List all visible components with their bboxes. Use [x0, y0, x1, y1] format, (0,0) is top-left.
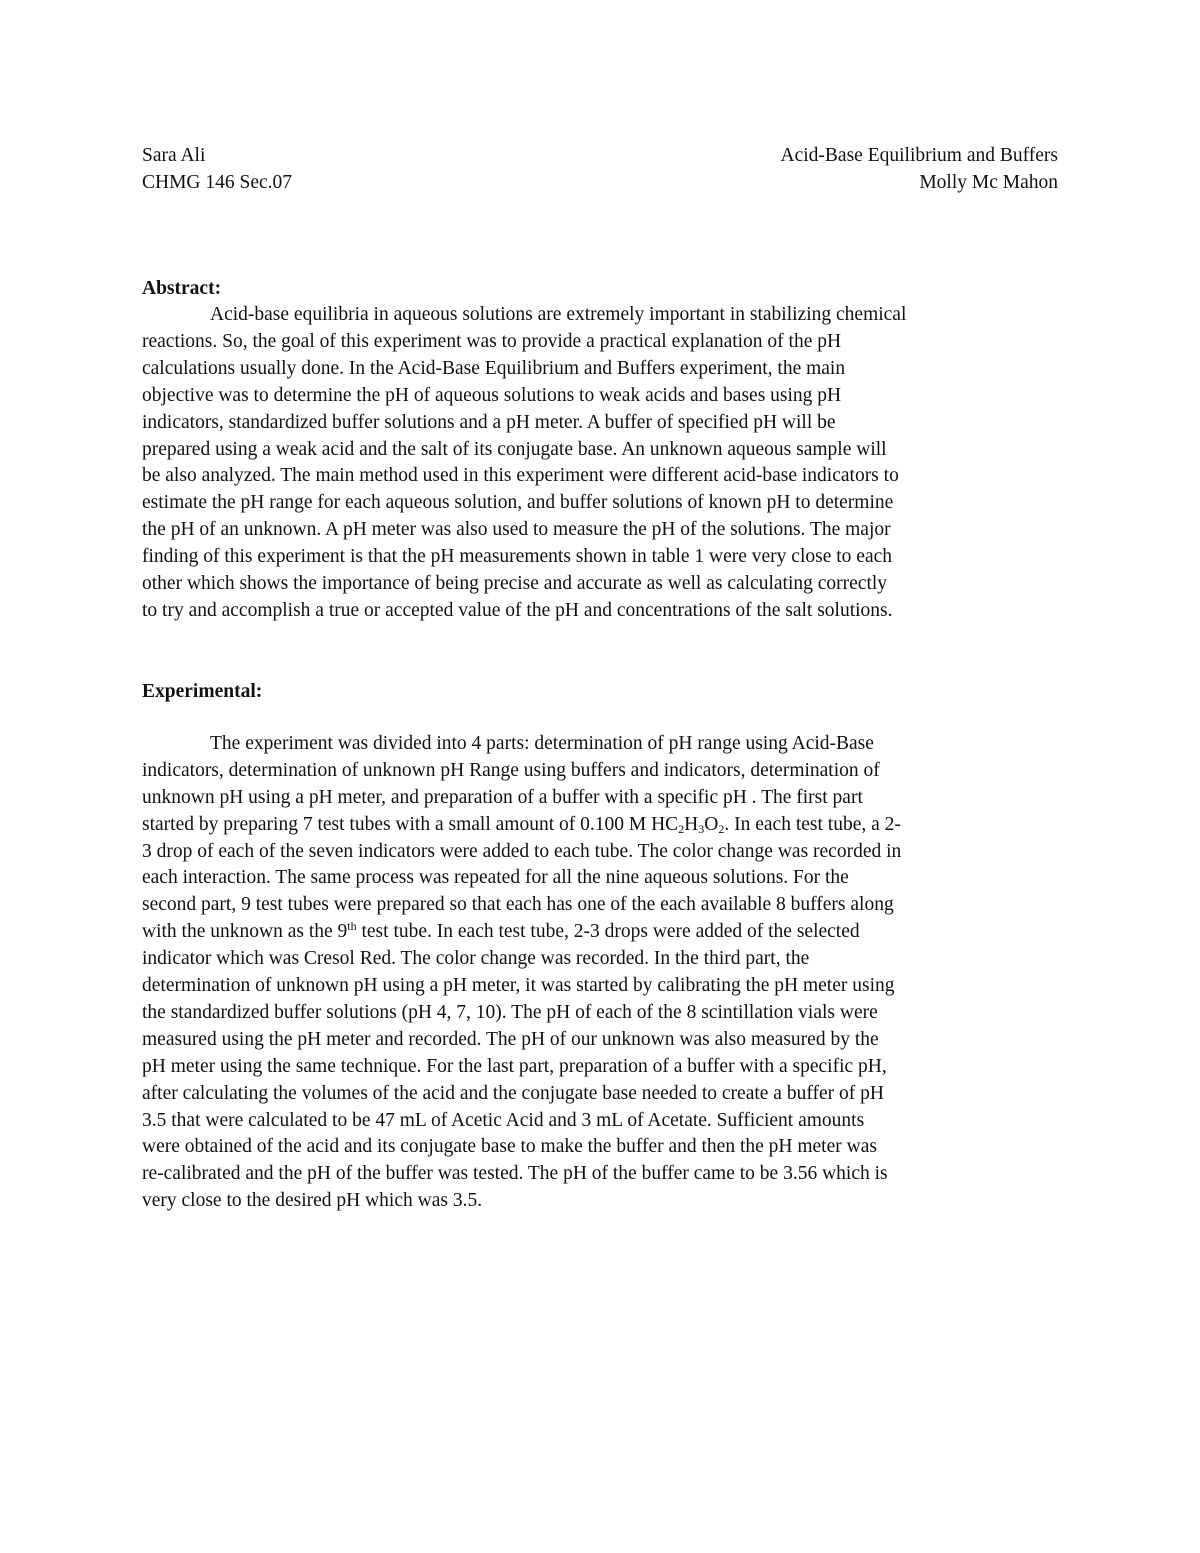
experimental-line: [142, 919, 1058, 946]
abstract-line: objective was to determine the pH of aqueous solutions to weak acids and bases using pH: [142, 384, 842, 406]
abstract-line: to try and accomplish a true or accepted value of the pH and concentrations of the salt solutions.: [142, 599, 893, 621]
line-text: test tube. In each test tube, 2-3 drops were added of the selected: [356, 921, 860, 943]
report-title: Acid-Base Equilibrium and Buffers: [780, 145, 1058, 166]
experimental-line: each interaction. The same process was repeated for all the nine aqueous solutions. For the: [142, 867, 849, 889]
document-header: [142, 142, 1058, 196]
author-name: Sara Ali: [142, 145, 206, 166]
subscript: 3: [698, 821, 705, 836]
experimental-line: The experiment was divided into 4 parts: determination of pH range using Acid-Base: [210, 732, 874, 754]
abstract-line: calculations usually done. In the Acid-Base Equilibrium and Buffers experiment, the main: [142, 357, 846, 379]
experimental-line: very close to the desired pH which was 3.5.: [142, 1190, 483, 1212]
abstract-line: finding of this experiment is that the pH measurements shown in table 1 were very close to each: [142, 546, 892, 568]
abstract-line: prepared using a weak acid and the salt of its conjugate base. An unknown aqueous sample will: [142, 438, 887, 460]
course-section: CHMG 146 Sec.07: [142, 172, 293, 193]
experimental-heading: Experimental:: [142, 680, 263, 702]
experimental-line: the standardized buffer solutions (pH 4, 7, 10). The pH of each of the 8 scintillation vials were: [142, 1001, 878, 1023]
line-text: with the unknown as the 9: [142, 921, 348, 943]
abstract-line: the pH of an unknown. A pH meter was also used to measure the pH of the solutions. The major: [142, 519, 891, 541]
abstract-line: other which shows the importance of being precise and accurate as well as calculating correctly: [142, 573, 888, 595]
experimental-line: re-calibrated and the pH of the buffer was tested. The pH of the buffer came to be 3.56 which is: [142, 1163, 888, 1185]
abstract-paragraph: [142, 302, 1058, 625]
abstract-line: reactions. So, the goal of this experiment was to provide a practical explanation of the pH: [142, 330, 842, 352]
abstract-line: be also analyzed. The main method used in this experiment were different acid-base indicators to: [142, 465, 899, 487]
instructor-name: Molly Mc Mahon: [919, 172, 1058, 193]
subscript: 2: [678, 821, 685, 836]
subscript: 2: [718, 821, 725, 836]
abstract-line: Acid-base equilibria in aqueous solutions are extremely important in stabilizing chemical: [210, 304, 907, 325]
experimental-line: 3 drop of each of the seven indicators were added to each tube. The color change was recorded in: [142, 840, 902, 862]
abstract-heading: Abstract:: [142, 278, 222, 299]
experimental-line: determination of unknown pH using a pH meter, it was started by calibrating the pH meter using: [142, 975, 895, 997]
experimental-line: unknown pH using a pH meter, and preparation of a buffer with a specific pH . The first part: [142, 786, 863, 808]
experimental-line: measured using the pH meter and recorded. The pH of our unknown was also measured by the: [142, 1028, 879, 1050]
experimental-line: second part, 9 test tubes were prepared so that each has one of the each available 8 buffers along: [142, 894, 894, 916]
experimental-line: indicators, determination of unknown pH Range using buffers and indicators, determination of: [142, 759, 880, 781]
line-text: . In each test tube, a 2-: [724, 813, 901, 835]
header-left: [142, 142, 292, 196]
experimental-line: after calculating the volumes of the acid and the conjugate base needed to create a buffer of pH: [142, 1082, 884, 1104]
experimental-line: pH meter using the same technique. For the last part, preparation of a buffer with a specific pH,: [142, 1055, 887, 1077]
experimental-line: indicator which was Cresol Red. The color change was recorded. In the third part, the: [142, 948, 810, 970]
document-page: [142, 142, 1058, 1215]
header-right: [781, 142, 1058, 196]
abstract-line: indicators, standardized buffer solutions and a pH meter. A buffer of specified pH will be: [142, 411, 836, 433]
formula-element: O: [704, 813, 719, 835]
abstract-line: estimate the pH range for each aqueous solution, and buffer solutions of known pH to determine: [142, 492, 894, 514]
experimental-line: [142, 812, 1058, 839]
experimental-paragraph: [142, 731, 1058, 1215]
line-text: started by preparing 7 test tubes with a small amount of 0.100 M HC: [142, 813, 679, 835]
formula-element: H: [684, 813, 699, 835]
superscript: th: [347, 919, 357, 934]
experimental-line: 3.5 that were calculated to be 47 mL of Acetic Acid and 3 mL of Acetate. Sufficient amounts: [142, 1109, 865, 1131]
experimental-line: were obtained of the acid and its conjugate base to make the buffer and then the pH meter was: [142, 1136, 877, 1158]
